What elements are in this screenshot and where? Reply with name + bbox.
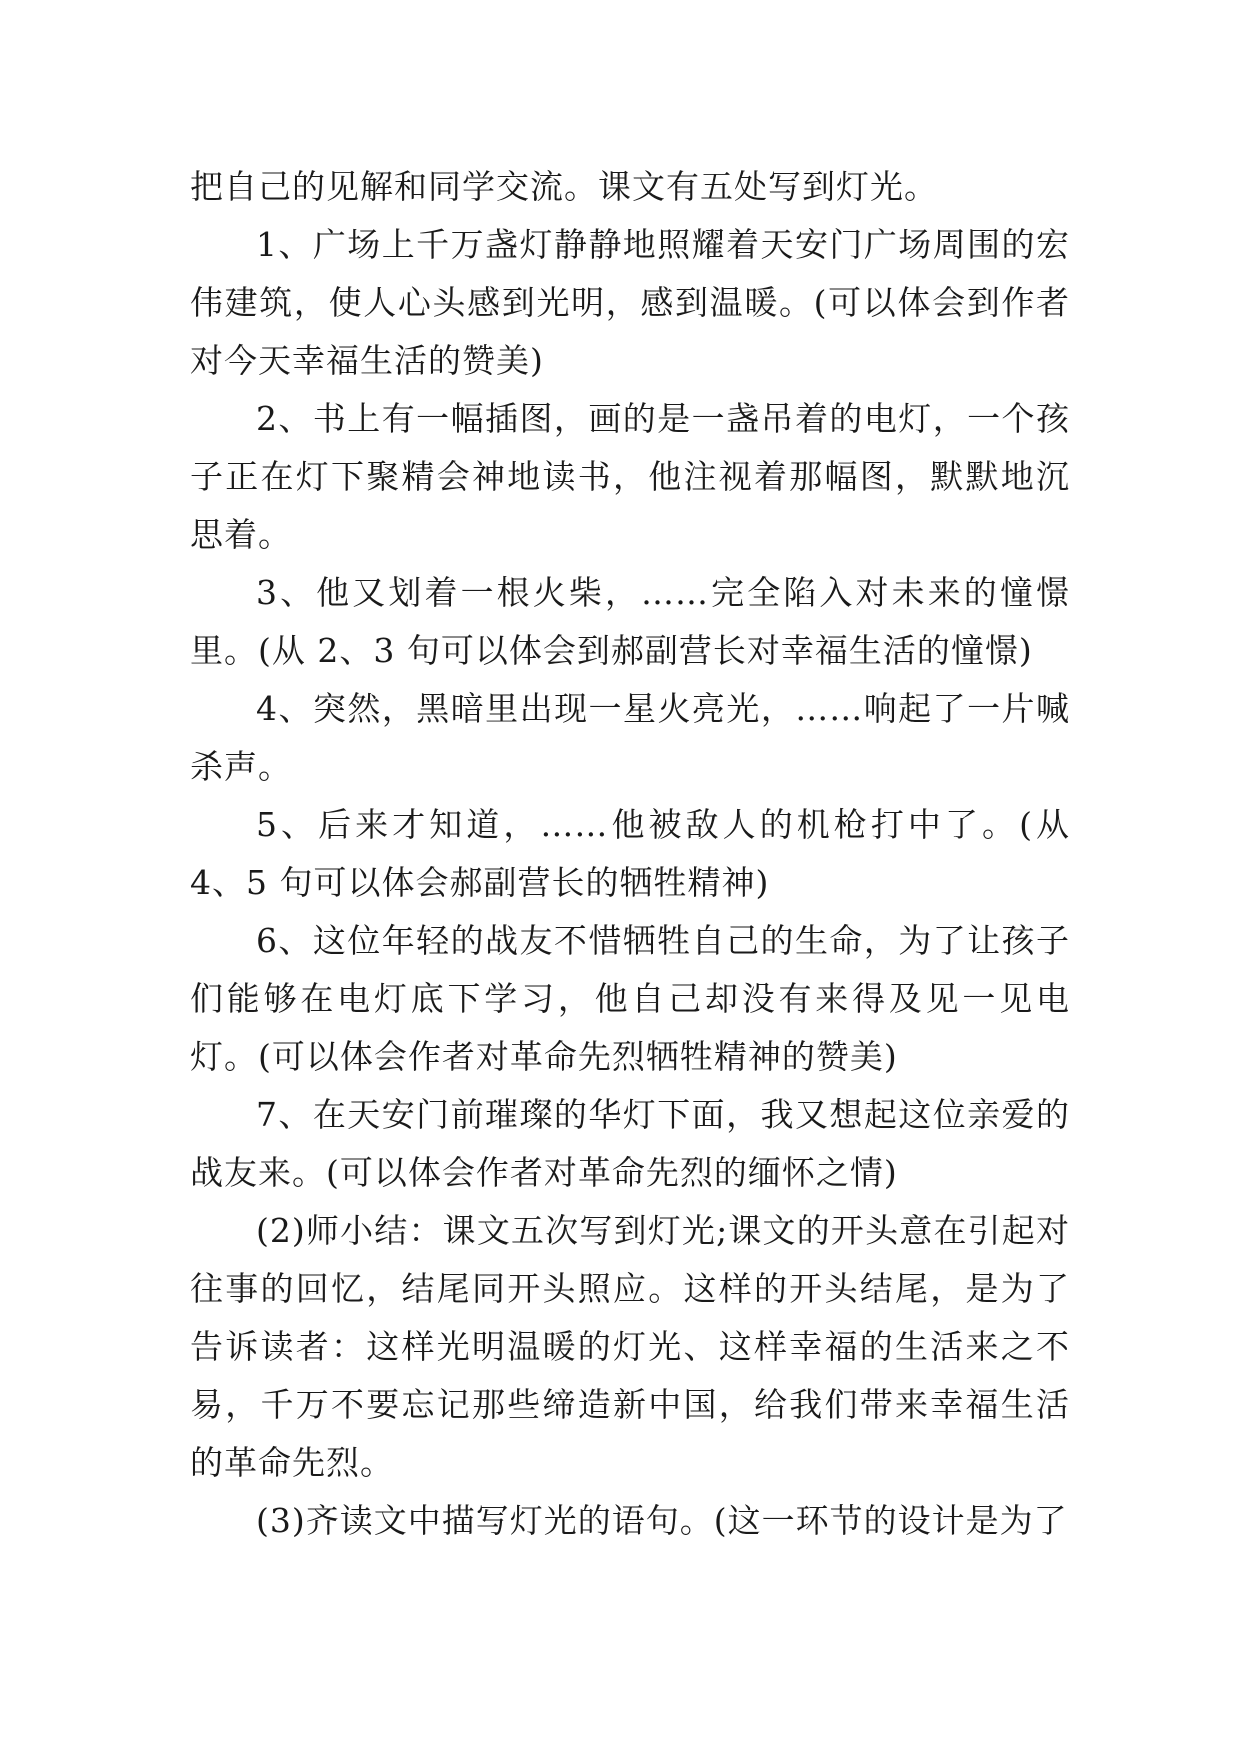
paragraph-item-2: 2、书上有一幅插图，画的是一盏吊着的电灯，一个孩子正在灯下聚精会神地读书，他注视着那幅图，默默地沉思着。 [190,399,1070,554]
paragraph-item-3: 3、他又划着一根火柴，……完全陷入对未来的憧憬里。(从 2、3 句可以体会到郝副营长对幸福生活的憧憬) [190,573,1070,670]
paragraph-item-1: 1、广场上千万盏灯静静地照耀着天安门广场周围的宏伟建筑，使人心头感到光明，感到温暖。(可以体会到作者对今天幸福生活的赞美) [190,225,1070,380]
paragraph-item-4: 4、突然，黑暗里出现一星火亮光，……响起了一片喊杀声。 [190,689,1070,786]
paragraph-read-aloud: (3)齐读文中描写灯光的语句。(这一环节的设计是为了 [256,1501,1068,1540]
paragraph-intro: 把自己的见解和同学交流。课文有五处写到灯光。 [190,167,938,206]
paragraph-item-5: 5、后来才知道，……他被敌人的机枪打中了。(从 4、5 句可以体会郝副营长的牺牲精神) [190,805,1070,902]
document-page [190,158,1070,1550]
paragraph-teacher-summary: (2)师小结：课文五次写到灯光;课文的开头意在引起对往事的回忆，结尾同开头照应。这样的开头结尾，是为了告诉读者：这样光明温暖的灯光、这样幸福的生活来之不易，千万不要忘记那些缔造新中国，给我们带来幸福生活的革命先烈。 [190,1211,1070,1482]
paragraph-item-6: 6、这位年轻的战友不惜牺牲自己的生命，为了让孩子们能够在电灯底下学习，他自己却没有来得及见一见电灯。(可以体会作者对革命先烈牺牲精神的赞美) [190,921,1070,1076]
paragraph-item-7: 7、在天安门前璀璨的华灯下面，我又想起这位亲爱的战友来。(可以体会作者对革命先烈的缅怀之情) [190,1095,1070,1192]
